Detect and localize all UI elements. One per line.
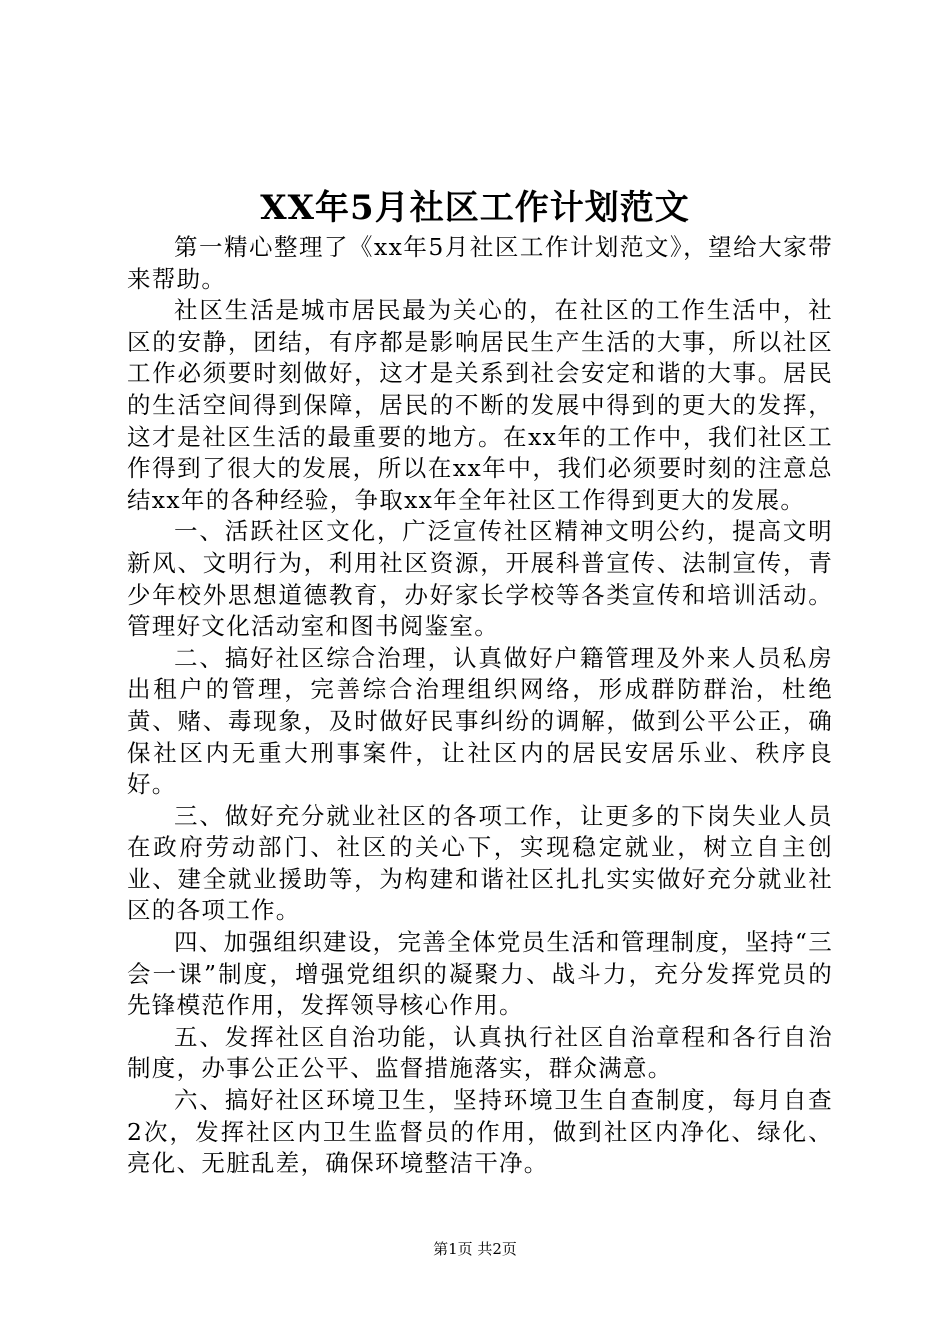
page-footer: 第1页 共2页 [433,1240,517,1258]
document-title: XX年5月社区工作计划范文 [260,188,690,228]
paragraph-intro: 第一精心整理了《xx年5月社区工作计划范文》，望给大家带来帮助。 [127,233,833,293]
paragraph-overview: 社区生活是城市居民最为关心的，在社区的工作生活中，社区的安静，团结，有序都是影响居民生产生活的大事，所以社区工作必须要时刻做好，这才是关系到社会安定和谐的大事。居民的生活空间得到保障，居民的不断的发展中得到的更大的发挥，这才是社区生活的最重要的地方。在xx年的工作中，我们社区工作得到了很大的发展，所以在xx年中，我们必须要时刻的注意总结xx年的各种经验，争取xx年全年社区工作得到更大的发展。 [127,296,833,514]
document-body [127,232,833,1180]
paragraph-item-2: 二、搞好社区综合治理，认真做好户籍管理及外来人员私房出租户的管理，完善综合治理组织网络，形成群防群治，杜绝黄、赌、毒现象，及时做好民事纠纷的调解，做到公平公正，确保社区内无重大刑事案件，让社区内的居民安居乐业、秩序良好。 [127,643,833,799]
paragraph-item-4: 四、加强组织建设，完善全体党员生活和管理制度，坚持“三会一课”制度，增强党组织的凝聚力、战斗力，充分发挥党员的先锋模范作用，发挥领导核心作用。 [127,928,833,1020]
paragraph-item-1: 一、活跃社区文化，广泛宣传社区精神文明公约，提高文明新风、文明行为，利用社区资源，开展科普宣传、法制宣传，青少年校外思想道德教育，办好家长学校等各类宣传和培训活动。管理好文化活动室和图书阅鉴室。 [127,517,833,641]
paragraph-item-6: 六、搞好社区环境卫生，坚持环境卫生自查制度，每月自查2次，发挥社区内卫生监督员的作用，做到社区内净化、绿化、亮化、无脏乱差，确保环境整洁干净。 [127,1086,833,1178]
paragraph-item-3: 三、做好充分就业社区的各项工作，让更多的下岗失业人员在政府劳动部门、社区的关心下，实现稳定就业，树立自主创业、建全就业援助等，为构建和谐社区扎扎实实做好充分就业社区的各项工作。 [127,801,833,925]
paragraph-item-5: 五、发挥社区自治功能，认真执行社区自治章程和各行自治制度，办事公正公平、监督措施落实，群众满意。 [127,1022,833,1083]
